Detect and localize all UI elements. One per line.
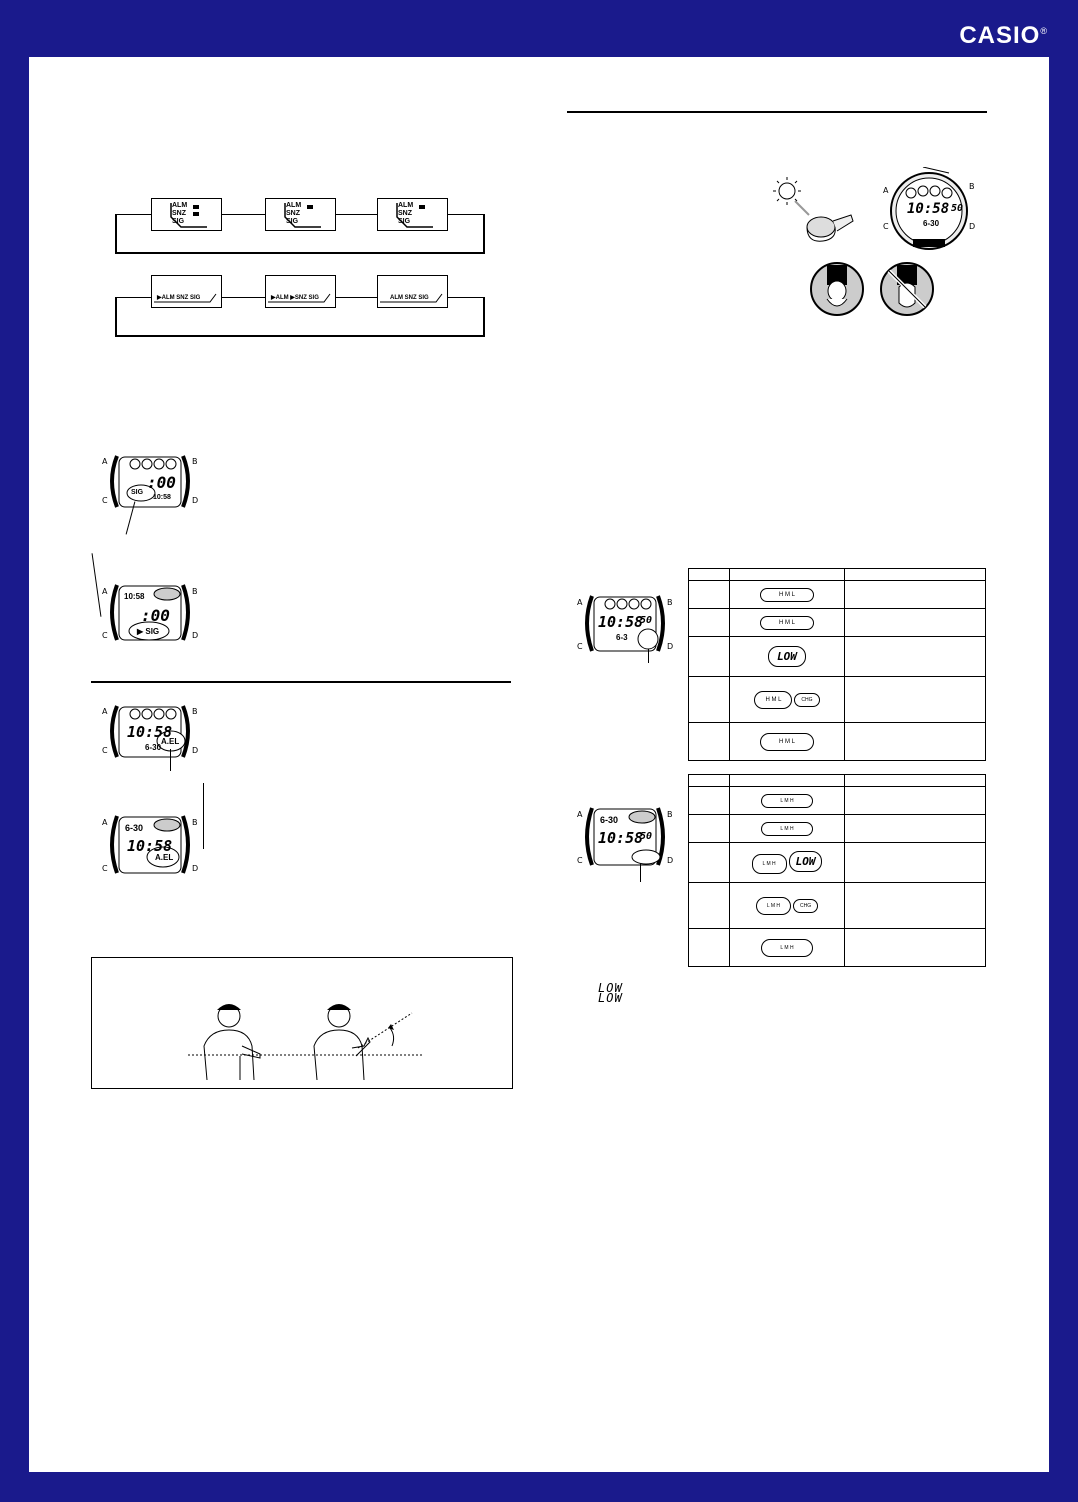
- svg-text:D: D: [667, 642, 674, 651]
- svg-text:A: A: [102, 457, 108, 466]
- svg-text:A: A: [102, 818, 108, 827]
- svg-text:A: A: [102, 587, 108, 596]
- svg-text:A: A: [883, 186, 889, 195]
- arm-angle-illustration: [92, 958, 512, 1088]
- svg-text:C: C: [102, 864, 108, 873]
- watch-illustration-auto-el-mode: A B C D 6-30 10:58 A.EL: [102, 818, 199, 873]
- low-indicator-icon: LOW: [768, 646, 806, 667]
- svg-text:C: C: [102, 496, 108, 505]
- svg-text:A: A: [577, 810, 583, 819]
- svg-text:A: A: [102, 707, 108, 716]
- battery-level-icon: L M H: [756, 897, 791, 915]
- casio-logo: CASIO®: [959, 22, 1048, 49]
- battery-level-icon: H M L: [754, 691, 792, 709]
- svg-text:B: B: [192, 818, 198, 827]
- svg-text:D: D: [192, 631, 199, 640]
- low-indicator-icon: LOW: [789, 851, 823, 872]
- flow-state-box: ▶ALM SNZ SIG: [151, 275, 222, 308]
- svg-text:A: A: [577, 598, 583, 607]
- battery-level-icon: L M H: [761, 794, 812, 808]
- sig-indicator: SIG: [131, 489, 144, 496]
- watch-illustration-battery-level-2: A B C D 6-30 10:58 50: [577, 810, 674, 865]
- svg-text:D: D: [969, 222, 976, 231]
- section-divider: [91, 681, 511, 683]
- battery-level-icon: L M H: [761, 939, 812, 957]
- svg-text:D: D: [192, 864, 199, 873]
- flow-state-box: ALM SNZ SIG: [377, 198, 448, 231]
- battery-level-icon: L M H: [752, 854, 787, 874]
- svg-text:C: C: [102, 631, 108, 640]
- prohibited-position-icon: [879, 261, 935, 317]
- battery-level-icon: H M L: [760, 616, 814, 630]
- watch-illustration-sig-on: A B C D :00 10:58 SIG: [97, 453, 203, 511]
- correct-position-icon: [809, 261, 865, 317]
- svg-text:C: C: [577, 856, 583, 865]
- svg-text:D: D: [192, 496, 199, 505]
- svg-text:B: B: [192, 587, 198, 596]
- battery-indicator-table-1: [688, 568, 986, 761]
- watch-illustration-sig-mode: A B C D 10:58 :00 ▶ SIG: [102, 587, 199, 640]
- ael-mode-indicator: A.EL: [155, 853, 174, 862]
- low-glyph: LOW: [598, 981, 623, 995]
- battery-level-icon: H M L: [760, 733, 814, 751]
- solar-charging-illustration: [767, 175, 857, 251]
- svg-text:B: B: [667, 810, 673, 819]
- charge-indicator-icon: CHG: [794, 693, 819, 707]
- flow-state-box: ALM SNZ SIG: [265, 198, 336, 231]
- svg-text:B: B: [969, 182, 975, 191]
- battery-level-icon: L M H: [761, 822, 812, 836]
- svg-text:D: D: [192, 746, 199, 755]
- ael-indicator: A.EL: [161, 737, 180, 746]
- manual-page: [29, 57, 1049, 1472]
- svg-text:C: C: [577, 642, 583, 651]
- svg-text:B: B: [192, 707, 198, 716]
- caution-box: [91, 957, 513, 1089]
- solar-watch-illustration: A B C D 10:58 50 6-30: [879, 167, 979, 257]
- svg-text:B: B: [667, 598, 673, 607]
- section-divider: [567, 111, 987, 113]
- watch-illustration-auto-el: A B C D 10:58 6-30 A.EL: [102, 707, 199, 755]
- flow-state-box: ALM SNZ SIG: [151, 198, 222, 231]
- svg-text:C: C: [883, 222, 889, 231]
- svg-text:D: D: [667, 856, 674, 865]
- watch-illustration-battery-level: A B C D 10:58 50 6-3: [577, 598, 674, 651]
- flow-state-box: ALM SNZ SIG: [377, 275, 448, 308]
- low-glyph: LOW: [598, 991, 623, 1005]
- battery-level-icon: H M L: [760, 588, 814, 602]
- svg-text:C: C: [102, 746, 108, 755]
- flow-state-box: ▶ALM ▶SNZ SIG: [265, 275, 336, 308]
- charge-indicator-icon: CHG: [793, 899, 818, 913]
- battery-indicator-table-2: [688, 774, 986, 967]
- sig-mode-indicator: ▶ SIG: [137, 627, 160, 636]
- svg-text:B: B: [192, 457, 198, 466]
